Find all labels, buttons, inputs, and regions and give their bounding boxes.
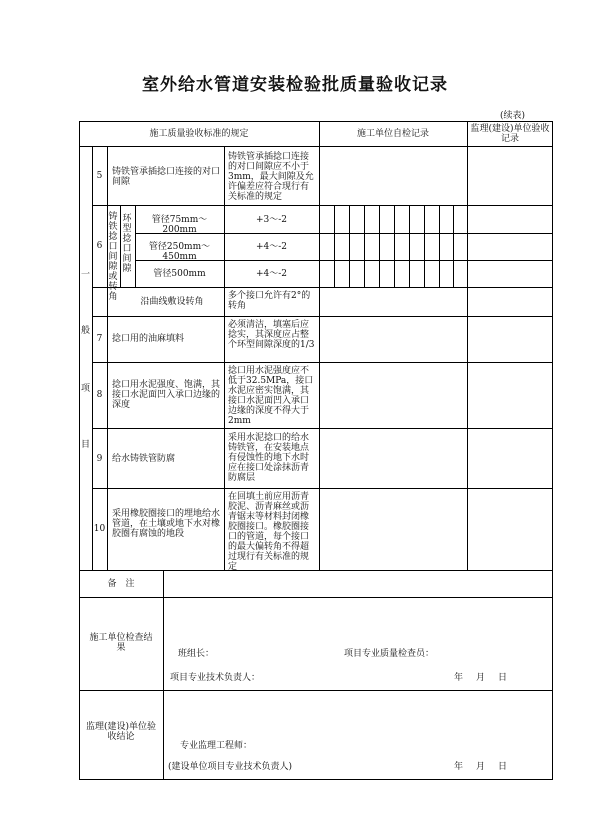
tech-lead-label: 项目专业技术负责人：	[170, 673, 261, 683]
row-number: 7	[96, 334, 103, 344]
supervising-engineer-label: 专业监理工程师：	[180, 741, 253, 751]
header-supervision: 监理(建设)单位验收记录	[470, 124, 550, 144]
standard-text: 必须清洁，填塞后应捻实，其深度应占整个环型间隙深度的1/3	[228, 320, 315, 350]
sub-item: 管径500mm	[153, 269, 206, 279]
group-label-2: 般	[80, 326, 90, 336]
sub-standard: +4～-2	[255, 269, 288, 279]
sub-item: 管径250mm～450mm	[148, 242, 211, 262]
page-title: 室外给水管道安装检验批质量验收记录	[142, 75, 448, 95]
sub-standard: +3～-2	[255, 215, 288, 225]
standard-text: 采用水泥捻口的给水铸铁管，在安装地点有侵蚀性的地下水时应在接口处涂抹沥青防腐层	[228, 433, 310, 483]
row-number: 9	[96, 454, 103, 464]
continued-label: (续表)	[500, 111, 526, 121]
item-text: 捻口用水泥强度、饱满，其接口水泥面凹入承口边缘的深度	[112, 380, 221, 410]
row-number: 5	[96, 171, 103, 181]
category-label: 铸铁捻口间隙或转角	[108, 212, 118, 302]
group-label-1: 一	[80, 270, 90, 280]
header-standard: 施工质量验收标准的规定	[149, 129, 249, 139]
item-text: 采用橡胶圈接口的埋地给水管道，在土壤或地下水对橡胶圈有腐蚀的地段	[112, 509, 221, 539]
item-text: 铸铁管承插捻口连接的对口间隙	[112, 167, 221, 187]
row-number: 6	[96, 241, 103, 251]
construction-result-label: 施工单位检查结果	[89, 633, 153, 653]
construction-date: 年 月 日	[454, 673, 510, 683]
supervision-conclusion-label: 监理(建设)单位验收结论	[85, 722, 157, 742]
sub-standard: +4～-2	[255, 242, 288, 252]
team-leader-label: 班组长：	[178, 649, 215, 659]
subcategory-label: 环型捻口间隙	[122, 214, 132, 274]
item-text: 给水铸铁管防腐	[112, 454, 176, 464]
standard-text: 在回填土前应用沥青胶泥、沥青麻丝或沥青锯末等材料封闭橡胶圈接口。橡胶圈接口的管道，每个接口的最大偏转角不得超过现行有关标准的规定	[228, 492, 310, 572]
quality-inspector-label: 项目专业质量检查员：	[344, 649, 435, 659]
header-self-check: 施工单位自检记录	[356, 129, 429, 139]
sub-standard: 多个接口允许有2°的转角	[228, 291, 311, 311]
sub-item: 沿曲线敷设转角	[140, 297, 204, 307]
group-label-3: 项	[80, 384, 90, 394]
remarks-label: 备 注	[107, 579, 135, 589]
sub-item: 管径75mm～200mm	[151, 215, 208, 235]
standard-text: 铸铁管承插捻口连接的对口间隙应不小于3mm，最大间隙及允许偏差应符合现行有关标准的规定	[228, 152, 314, 202]
owner-tech-lead-label: (建设单位项目专业技术负责人)	[168, 762, 293, 772]
item-text: 捻口用的油麻填料	[112, 334, 185, 344]
supervision-date: 年 月 日	[454, 762, 510, 772]
row-number: 8	[96, 390, 103, 400]
group-label-4: 目	[80, 440, 90, 450]
row-number: 10	[93, 524, 106, 534]
standard-text: 捻口用水泥强度应不低于32.5MPa，接口水泥应密实饱满，其接口水泥面凹入承口边缘的深度不得大于2mm	[228, 366, 314, 426]
